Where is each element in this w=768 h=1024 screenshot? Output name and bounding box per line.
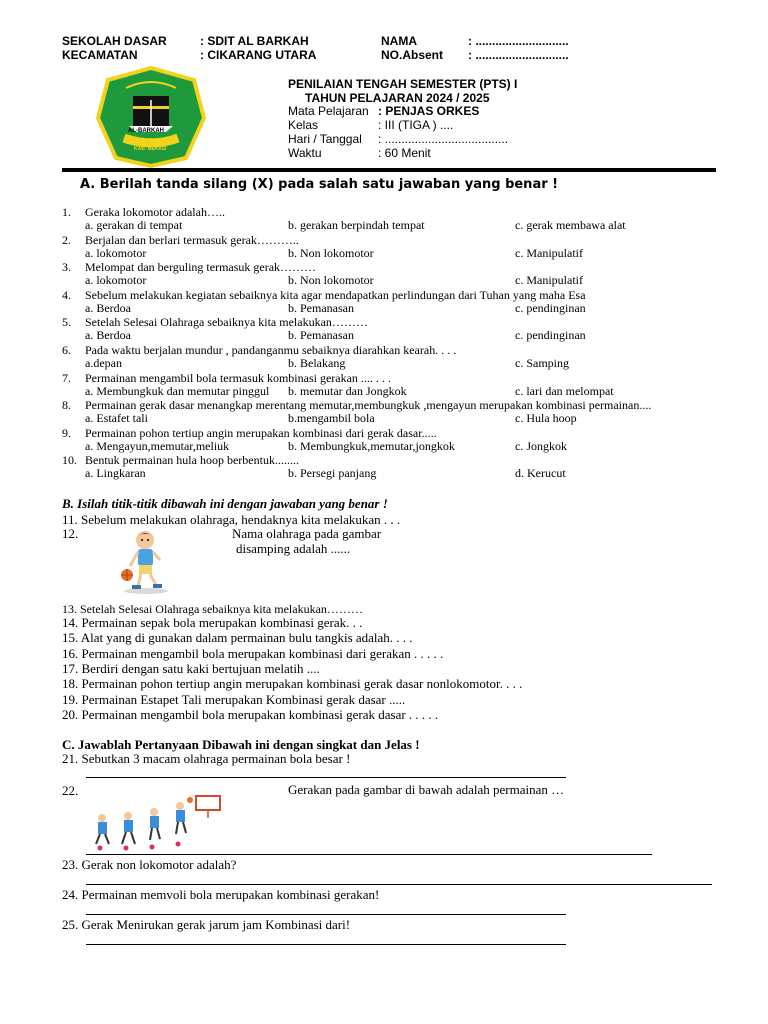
- question-text: Pada waktu berjalan mundur , pandanganmu sebaiknya diarahkan kearah. . . .: [85, 343, 457, 357]
- option-c[interactable]: c. Manipulatif: [515, 246, 583, 260]
- option-c[interactable]: c. Manipulatif: [515, 273, 583, 287]
- school-value: : SDIT AL BARKAH: [200, 34, 309, 48]
- option-c[interactable]: d. Kerucut: [515, 466, 566, 480]
- question-11: 11. Sebelum melakukan olahraga, hendaknya kita melakukan . . .: [62, 512, 401, 527]
- question-text: Permainan pohon tertiup angin merupakan kombinasi dari gerak dasar.....: [85, 426, 437, 440]
- question-13: 13. Setelah Selesai Olahraga sebaiknya kita melakukan………: [62, 602, 363, 616]
- option-a[interactable]: a. lokomotor: [85, 273, 147, 287]
- basketball-boy-image: [116, 528, 174, 594]
- school-label: SEKOLAH DASAR: [62, 34, 167, 48]
- logo-text-mid: CIKARANG UTARA: [126, 138, 172, 144]
- date-label: Hari / Tanggal: [288, 132, 362, 146]
- question-18: 18. Permainan pohon tertiup angin merupakan kombinasi gerak dasar nonlokomotor. . . .: [62, 676, 523, 691]
- question-20: 20. Permainan mengambil bola merupakan kombinasi gerak dasar . . . . .: [62, 707, 439, 722]
- question-19: 19. Permainan Estapet Tali merupakan Kombinasi gerak dasar .....: [62, 692, 406, 707]
- question-number: 1.: [62, 205, 71, 219]
- basketball-sequence-image: [90, 792, 226, 852]
- option-b[interactable]: b. Belakang: [288, 356, 346, 370]
- option-a[interactable]: a. Berdoa: [85, 328, 131, 342]
- question-23: 23. Gerak non lokomotor adalah?: [62, 857, 237, 872]
- question-number: 4.: [62, 288, 71, 302]
- date-field[interactable]: : .....................................: [378, 132, 509, 146]
- question-text: Sebelum melakukan kegiatan sebaiknya kita agar mendapatkan perlindungan dari Tuhan yang maha Esa: [85, 288, 586, 302]
- district-label: KECAMATAN: [62, 48, 138, 62]
- option-b[interactable]: b. Non lokomotor: [288, 273, 374, 287]
- option-a[interactable]: a. Membungkuk dan memutar pinggul: [85, 384, 270, 398]
- answer-line-22[interactable]: [86, 854, 652, 855]
- class-label: Kelas: [288, 118, 319, 132]
- section-c-title: C. Jawablah Pertanyaan Dibawah ini dengan singkat dan Jelas !: [62, 737, 420, 752]
- option-c[interactable]: c. Hula hoop: [515, 411, 577, 425]
- question-25: 25. Gerak Menirukan gerak jarum jam Kombinasi dari!: [62, 917, 351, 932]
- time-label: Waktu: [288, 146, 322, 160]
- section-b-title: B. Isilah titik-titik dibawah ini dengan jawaban yang benar !: [62, 496, 388, 511]
- class-value: : III (TIGA ) ....: [378, 118, 454, 132]
- option-b[interactable]: b. Pemanasan: [288, 328, 354, 342]
- question-22-text: Gerakan pada gambar di bawah adalah permainan …: [288, 782, 565, 797]
- question-12-number: 12.: [62, 526, 79, 541]
- question-number: 6.: [62, 343, 71, 357]
- subject-value: : PENJAS ORKES: [378, 104, 480, 118]
- question-22-number: 22.: [62, 783, 79, 798]
- option-a[interactable]: a. lokomotor: [85, 246, 147, 260]
- option-c[interactable]: c. pendinginan: [515, 328, 586, 342]
- question-number: 3.: [62, 260, 71, 274]
- school-logo: [96, 66, 206, 168]
- option-b[interactable]: b. gerakan berpindah tempat: [288, 218, 425, 232]
- question-text: Bentuk permainan hula hoop berbentuk........: [85, 453, 299, 467]
- option-b[interactable]: b. Persegi panjang: [288, 466, 377, 480]
- question-number: 10.: [62, 453, 77, 467]
- question-12-text: Nama olahraga pada gambar: [232, 526, 382, 541]
- student-name-field[interactable]: : ............................: [468, 34, 569, 48]
- option-c[interactable]: c. Samping: [515, 356, 569, 370]
- question-number: 9.: [62, 426, 71, 440]
- option-a[interactable]: a. Mengayun,memutar,meliuk: [85, 439, 230, 453]
- question-text: Permainan gerak dasar menangkap merentang memutar,membungkuk ,mengayun merupakan kombinasi permainan....: [85, 398, 652, 412]
- section-a-title: A. Berilah tanda silang (X) pada salah satu jawaban yang benar !: [80, 177, 559, 192]
- answer-line-23[interactable]: [86, 884, 712, 885]
- option-b[interactable]: b. Membungkuk,memutar,jongkok: [288, 439, 455, 453]
- question-15: 15. Alat yang di gunakan dalam permainan bulu tangkis adalah. . . .: [62, 630, 413, 645]
- question-number: 2.: [62, 233, 71, 247]
- option-b[interactable]: b. Non lokomotor: [288, 246, 374, 260]
- answer-line-25[interactable]: [86, 944, 566, 945]
- absent-number-field[interactable]: : ............................: [468, 48, 569, 62]
- option-a[interactable]: a. Berdoa: [85, 301, 131, 315]
- option-c[interactable]: c. gerak membawa alat: [515, 218, 626, 232]
- answer-line-24[interactable]: [86, 914, 566, 915]
- student-name-label: NAMA: [381, 34, 417, 48]
- answer-line-21[interactable]: [86, 777, 566, 778]
- question-12-text-2: disamping adalah ......: [236, 541, 351, 556]
- option-b[interactable]: b.mengambil bola: [288, 411, 375, 425]
- question-number: 7.: [62, 371, 71, 385]
- question-text: Permainan mengambil bola termasuk kombinasi gerakan .... . . .: [85, 371, 391, 385]
- question-text: Berjalan dan berlari termasuk gerak………..: [85, 233, 299, 247]
- question-14: 14. Permainan sepak bola merupakan kombinasi gerak. . .: [62, 615, 363, 630]
- option-c[interactable]: c. Jongkok: [515, 439, 567, 453]
- option-a[interactable]: a.depan: [85, 356, 122, 370]
- option-a[interactable]: a. gerakan di tempat: [85, 218, 183, 232]
- option-b[interactable]: b. memutar dan Jongkok: [288, 384, 407, 398]
- time-value: : 60 Menit: [378, 146, 431, 160]
- option-b[interactable]: b. Pemanasan: [288, 301, 354, 315]
- option-a[interactable]: a. Estafet tali: [85, 411, 148, 425]
- question-17: 17. Berdiri dengan satu kaki bertujuan melatih ....: [62, 661, 320, 676]
- question-number: 8.: [62, 398, 71, 412]
- academic-year: TAHUN PELAJARAN 2024 / 2025: [305, 91, 490, 105]
- question-text: Geraka lokomotor adalah…..: [85, 205, 225, 219]
- option-c[interactable]: c. lari dan melompat: [515, 384, 614, 398]
- option-a[interactable]: a. Lingkaran: [85, 466, 146, 480]
- question-number: 5.: [62, 315, 71, 329]
- absent-number-label: NO.Absent: [381, 48, 444, 62]
- question-text: Melompat dan berguling termasuk gerak………: [85, 260, 317, 274]
- question-24: 24. Permainan memvoli bola merupakan kombinasi gerakan!: [62, 887, 380, 902]
- logo-text-bot: KAB. BEKASI: [134, 146, 167, 152]
- subject-label: Mata Pelajaran: [288, 104, 369, 118]
- question-21: 21. Sebutkan 3 macam olahraga permainan bola besar !: [62, 751, 351, 766]
- district-value: : CIKARANG UTARA: [200, 48, 317, 62]
- question-16: 16. Permainan mengambil bola merupakan kombinasi dari gerakan . . . . .: [62, 646, 444, 661]
- header-divider: [62, 168, 716, 172]
- exam-title: PENILAIAN TENGAH SEMESTER (PTS) I: [288, 77, 518, 91]
- option-c[interactable]: c. pendinginan: [515, 301, 586, 315]
- question-text: Setelah Selesai Olahraga sebaiknya kita melakukan………: [85, 315, 368, 329]
- logo-text-top: AL-BARKAH: [128, 128, 164, 134]
